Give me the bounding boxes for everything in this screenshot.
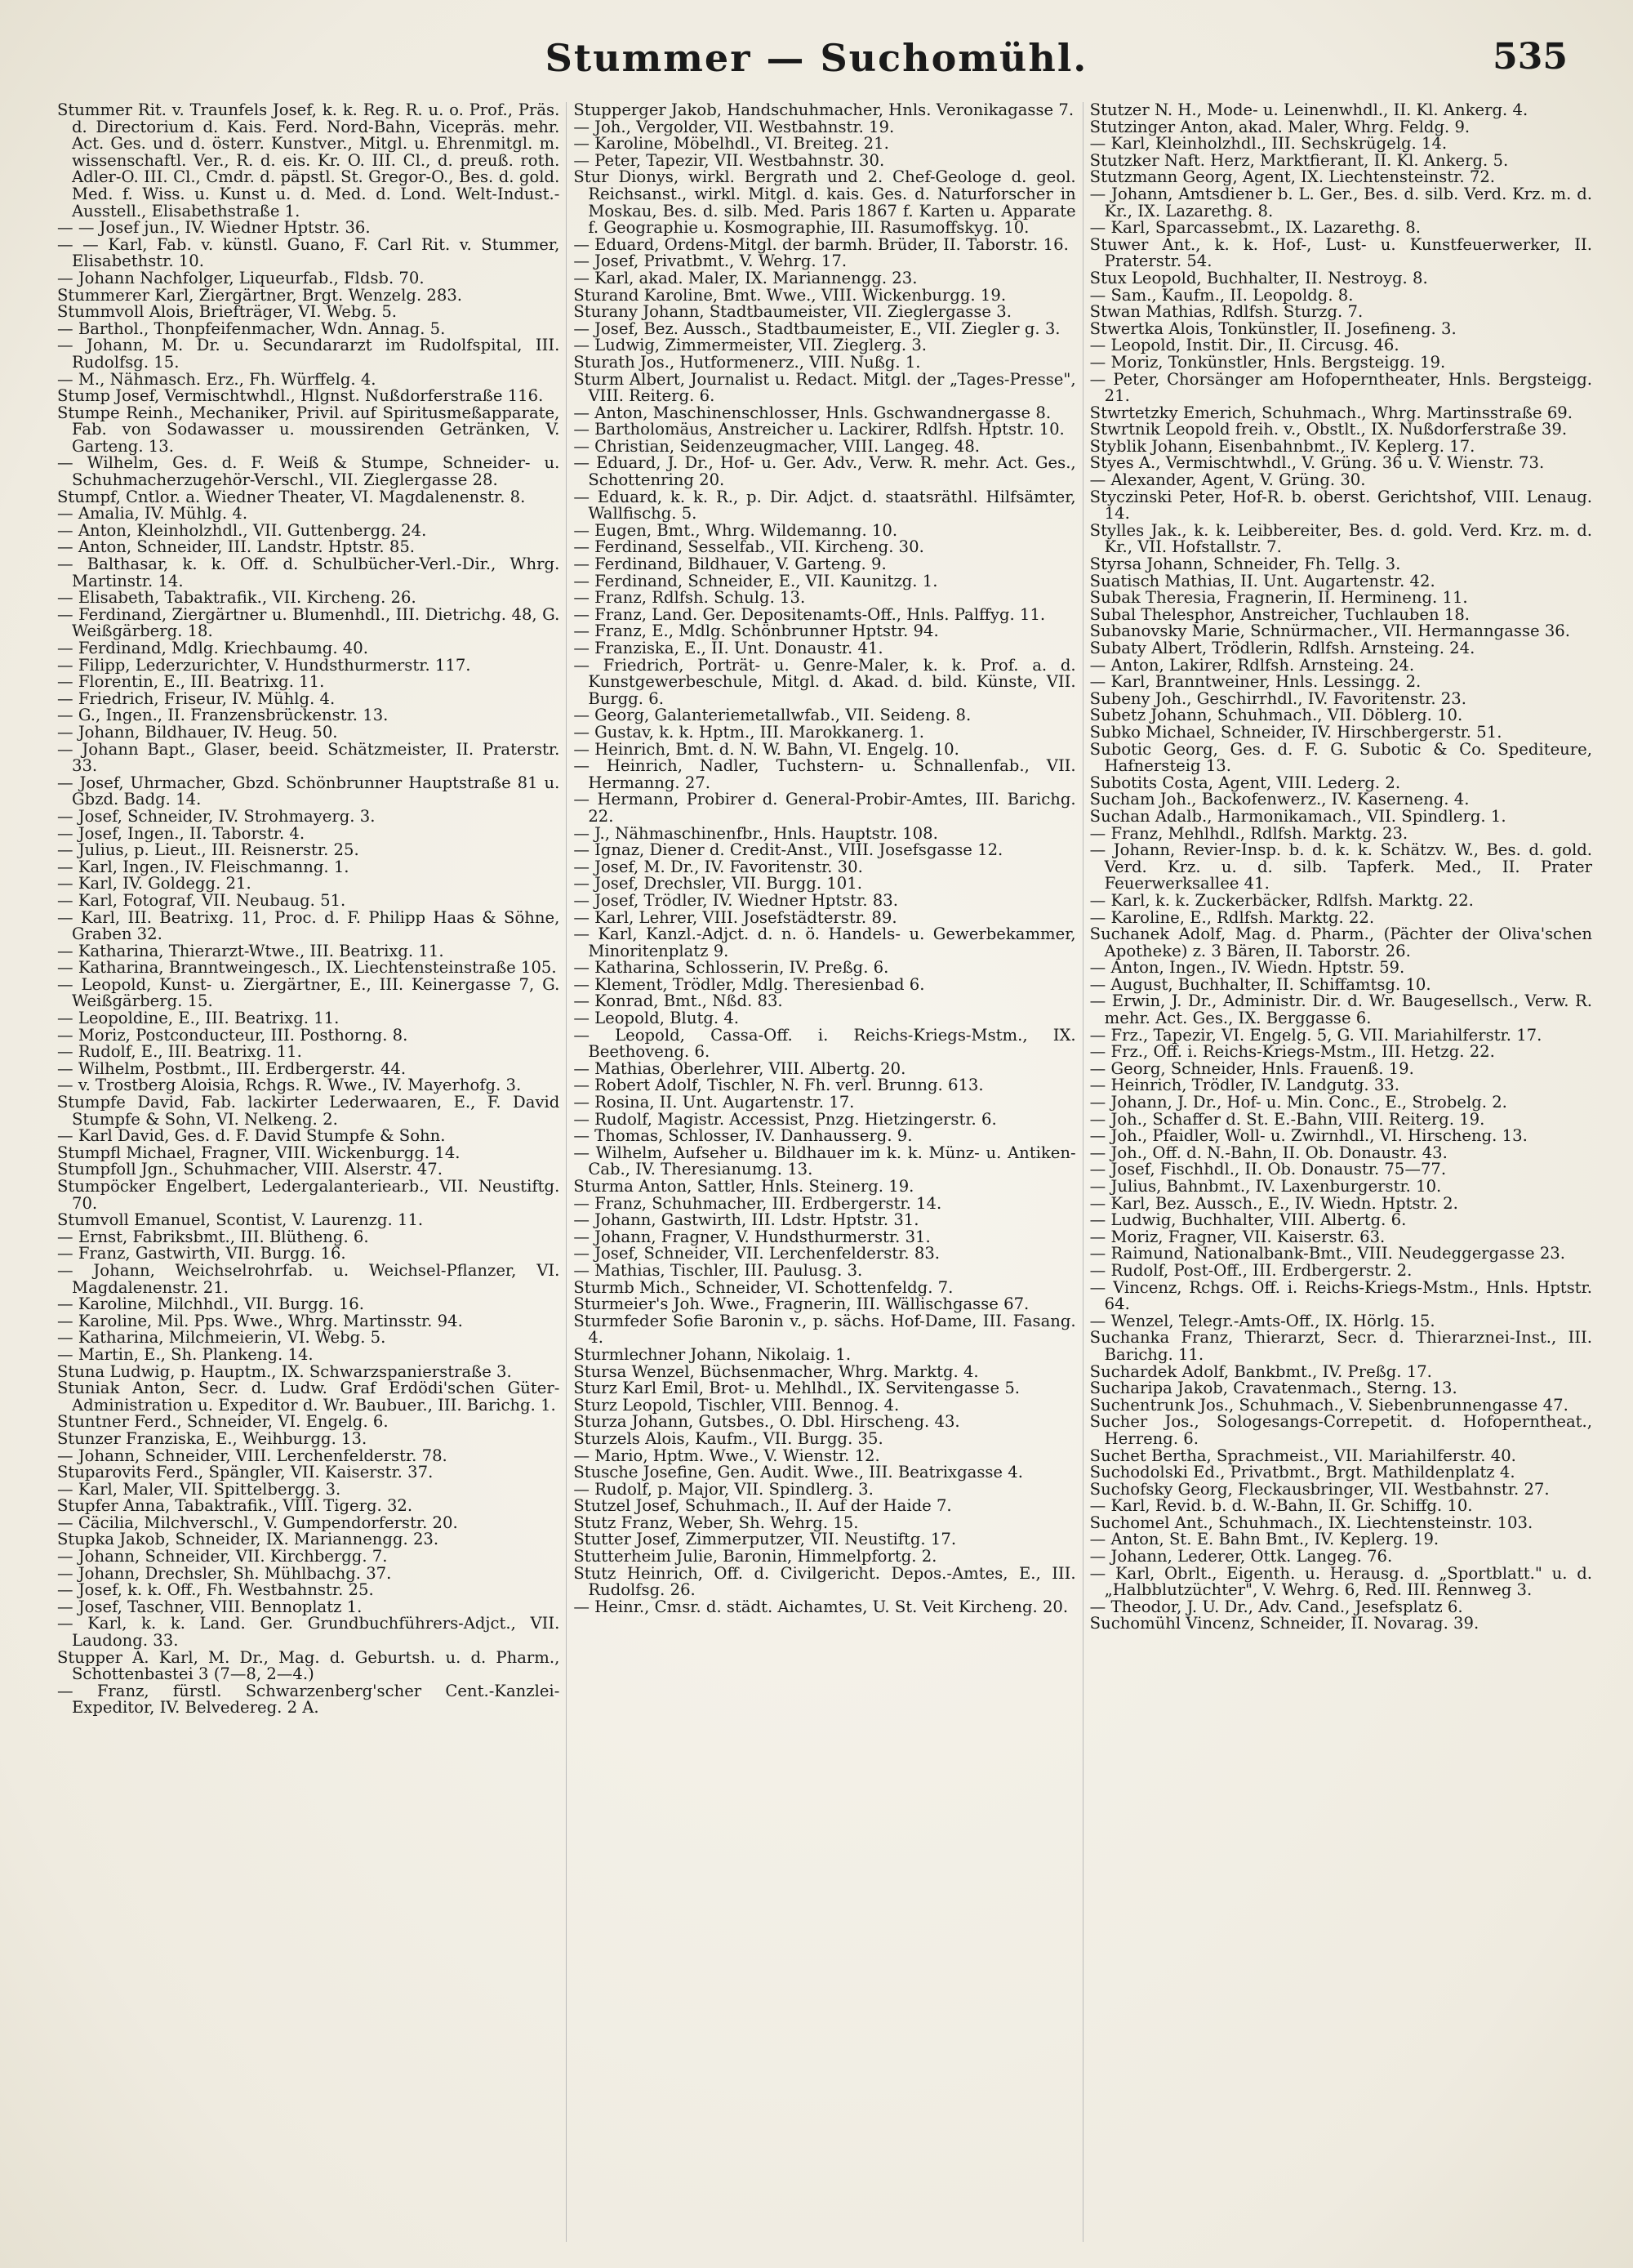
directory-entry: Stumpfoll Jgn., Schuhmacher, VIII. Alserstr. 47.	[57, 1160, 443, 1179]
directory-entry: Suchan Adalb., Harmonikamach., VII. Spindlerg. 1.	[1089, 806, 1506, 826]
directory-entry: — Ferdinand, Mdlg. Kriechbaumg. 40.	[57, 639, 368, 657]
directory-columns	[57, 102, 1592, 2242]
directory-entry: Stumpöcker Engelbert, Ledergalanteriearb., VII. Neustiftg. 70.	[57, 1177, 560, 1213]
directory-entry: Stummvoll Alois, Briefträger, VI. Webg. 5.	[57, 302, 398, 322]
directory-entry: — Elisabeth, Tabaktrafik., VII. Kircheng. 26.	[57, 588, 416, 608]
directory-entry: — Johann, M. Dr. u. Secundararzt im Rudolfspital, III. Rudolfsg. 15.	[57, 336, 560, 372]
directory-entry: Suchardek Adolf, Bankbmt., IV. Preßg. 17.	[1089, 1361, 1432, 1381]
directory-entry: — Wilhelm, Postbmt., III. Erdbergerstr. 44.	[57, 1058, 407, 1078]
directory-entry: — Franz, Schuhmacher, III. Erdbergerstr. 14.	[573, 1193, 942, 1213]
directory-entry: Stumvoll Emanuel, Scontist, V. Laurenzg. 11.	[57, 1210, 424, 1230]
directory-entry: — Heinrich, Trödler, IV. Landgutg. 33.	[1089, 1076, 1400, 1095]
directory-entry: Stwertka Alois, Tonkünstler, II. Josefineng. 3.	[1089, 319, 1457, 338]
directory-entry: — Karoline, E., Rdlfsh. Marktg. 22.	[1089, 907, 1375, 927]
directory-column-2	[566, 102, 1075, 2242]
directory-entry: Subotits Costa, Agent, VIII. Lederg. 2.	[1089, 773, 1401, 792]
directory-entry: Stumpfe David, Fab. lackirter Lederwaaren, E., F. David Stumpfe & Sohn, VI. Nelkeng. 2.	[57, 1093, 560, 1129]
directory-entry: — Karl, Kleinholzhdl., III. Sechskrügelg. 14.	[1089, 134, 1448, 154]
directory-entry: — Franz, fürstl. Schwarzenberg'scher Cent.-Kanzlei-Expeditor, IV. Belvedereg. 2 A.	[57, 1681, 560, 1718]
directory-entry: — Eduard, k. k. R., p. Dir. Adjct. d. staatsräthl. Hilfsämter, Wallfischg. 5.	[573, 487, 1076, 524]
directory-entry: — Rudolf, p. Major, VII. Spindlerg. 3.	[573, 1479, 874, 1499]
directory-entry: — Cäcilia, Milchverschl., V. Gumpendorferstr. 20.	[57, 1513, 458, 1532]
directory-entry: Sturmeier's Joh. Wwe., Fragnerin, III. Wällischgasse 67.	[573, 1294, 1030, 1314]
directory-entry: — Karl, akad. Maler, IX. Mariannengg. 23.	[573, 268, 918, 287]
directory-entry: — Peter, Tapezir, VII. Westbahnstr. 30.	[573, 150, 885, 170]
directory-entry: Styczinski Peter, Hof-R. b. oberst. Gerichtshof, VIII. Lenaug. 14.	[1089, 487, 1592, 524]
directory-entry: Stux Leopold, Buchhalter, II. Nestroyg. 8.	[1089, 268, 1428, 287]
directory-entry: Suchet Bertha, Sprachmeist., VII. Mariahilferstr. 40.	[1089, 1446, 1516, 1465]
directory-entry: Stupka Jakob, Schneider, IX. Mariannengg. 23.	[57, 1530, 439, 1549]
page-number: 535	[1493, 36, 1568, 78]
directory-entry: — Anton, Kleinholzhdl., VII. Guttenbergg. 24.	[57, 520, 427, 540]
directory-entry: Subanovsky Marie, Schnürmacher., VII. Hermanngasse 36.	[1089, 622, 1570, 641]
directory-entry: — Katharina, Schlosserin, IV. Preßg. 6.	[573, 958, 889, 978]
directory-entry: Suchanek Adolf, Mag. d. Pharm., (Pächter der Oliva'schen Apotheke) z. 3 Bären, II. Taborstr. 26.	[1089, 925, 1592, 960]
directory-entry: Stutzel Josef, Schuhmach., II. Auf der Haide 7.	[573, 1496, 952, 1516]
directory-entry: — Franz, Mehlhdl., Rdlfsh. Marktg. 23.	[1089, 823, 1408, 843]
directory-entry: — Johann, Schneider, VIII. Lerchenfelderstr. 78.	[57, 1446, 447, 1465]
directory-entry: — Ignaz, Diener d. Credit-Anst., VIII. Josefsgasse 12.	[573, 840, 1003, 860]
directory-entry: Sturzels Alois, Kaufm., VII. Burgg. 35.	[573, 1428, 883, 1448]
directory-entry: — M., Nähmasch. Erz., Fh. Würffelg. 4.	[57, 369, 376, 389]
directory-entry: — Ludwig, Buchhalter, VIII. Albertg. 6.	[1089, 1210, 1407, 1230]
directory-entry: Stuntner Ferd., Schneider, VI. Engelg. 6.	[57, 1412, 389, 1432]
directory-entry: — Johann Bapt., Glaser, beeid. Schätzmeister, II. Praterstr. 33.	[57, 739, 560, 776]
directory-entry: Stur Dionys, wirkl. Bergrath und 2. Chef-Geologe d. geol. Reichsanst., wirkl. Mitgl. d. kais. Ges. d. Naturforscher in Moskau, Bes. d. silb. Med. Paris 1867 f. Karten u. Apparate f. Geographie u. Kosmographie, III. Rasumoffskyg. 10.	[573, 167, 1076, 238]
directory-entry: — Ludwig, Zimmermeister, VII. Zieglerg. 3.	[573, 336, 928, 355]
directory-entry: Stwrtetzky Emerich, Schuhmach., Whrg. Martinsstraße 69.	[1089, 403, 1573, 422]
directory-entry: Sturza Johann, Gutsbes., O. Dbl. Hirscheng. 43.	[573, 1412, 960, 1432]
directory-entry: Suchanka Franz, Thierarzt, Secr. d. Thierarznei-Inst., III. Barichg. 11.	[1089, 1328, 1592, 1364]
directory-entry: — Georg, Schneider, Hnls. Frauenß. 19.	[1089, 1058, 1414, 1078]
directory-entry: — Katharina, Branntweingesch., IX. Liechtensteinstraße 105.	[57, 958, 557, 978]
directory-entry: — Filipp, Lederzurichter, V. Hundsthurmerstr. 117.	[57, 655, 471, 675]
directory-entry: — Vincenz, Rchgs. Off. i. Reichs-Kriegs-Mstm., Hnls. Hptstr. 64.	[1089, 1277, 1592, 1314]
directory-entry: — Franz, E., Mdlg. Schönbrunner Hptstr. 94.	[573, 622, 939, 641]
directory-entry: — Karoline, Möbelhdl., VI. Breiteg. 21.	[573, 134, 889, 154]
directory-entry: — Klement, Trödler, Mdlg. Theresienbad 6.	[573, 974, 925, 994]
directory-entry: Subeny Joh., Geschirrhdl., IV. Favoritenstr. 23.	[1089, 688, 1466, 708]
directory-entry: — Friedrich, Porträt- u. Genre-Maler, k. k. Prof. a. d. Kunstgewerbeschule, Mitgl. d. Akad. d. bild. Künste, VII. Burgg. 6.	[573, 655, 1076, 708]
directory-entry: — Theodor, J. U. Dr., Adv. Cand., Jesefsplatz 6.	[1089, 1597, 1463, 1616]
directory-entry: Stump Josef, Vermischtwhdl., Hlgnst. Nußdorferstraße 116.	[57, 386, 544, 406]
directory-entry: — Anton, Maschinenschlosser, Hnls. Gschwandnergasse 8.	[573, 403, 1052, 422]
directory-entry: — J., Nähmaschinenfbr., Hnls. Hauptstr. 108.	[573, 823, 938, 843]
directory-entry: Stusche Josefine, Gen. Audit. Wwe., III. Beatrixgasse 4.	[573, 1463, 1023, 1482]
directory-entry: Stutzer N. H., Mode- u. Leinenwhdl., II. Kl. Ankerg. 4.	[1089, 102, 1528, 119]
directory-entry: — Karl, Branntweiner, Hnls. Lessingg. 2.	[1089, 672, 1422, 692]
directory-entry: — Franz, Rdlfsh. Schulg. 13.	[573, 588, 806, 608]
directory-entry: Stursa Wenzel, Büchsenmacher, Whrg. Marktg. 4.	[573, 1361, 979, 1381]
directory-entry: — Gustav, k. k. Hptm., III. Marokkanerg. 1.	[573, 722, 924, 742]
directory-entry: — Robert Adolf, Tischler, N. Fh. verl. Brunng. 613.	[573, 1076, 984, 1095]
directory-entry: — Karl, Kanzl.-Adjct. d. n. ö. Handels- u. Gewerbekammer, Minoritenplatz 9.	[573, 925, 1076, 960]
directory-entry: — Heinrich, Bmt. d. N. W. Bahn, VI. Engelg. 10.	[573, 739, 959, 759]
directory-entry: Sturz Karl Emil, Brot- u. Mehlhdl., IX. Servitengasse 5.	[573, 1379, 1021, 1398]
directory-entry: — Wilhelm, Ges. d. F. Weiß & Stumpe, Schneider- u. Schuhmacherzugehör-Verschl., VII. Zieglergasse 28.	[57, 453, 560, 490]
directory-entry: — Katharina, Milchmeierin, VI. Webg. 5.	[57, 1328, 386, 1348]
directory-entry: — Leopold, Blutg. 4.	[573, 1009, 740, 1028]
directory-entry: — Eduard, J. Dr., Hof- u. Ger. Adv., Verw. R. mehr. Act. Ges., Schottenring 20.	[573, 453, 1076, 490]
directory-entry: — Joh., Schaffer d. St. E.-Bahn, VIII. Reiterg. 19.	[1089, 1109, 1485, 1129]
directory-entry: — Wilhelm, Aufseher u. Bildhauer im k. k. Münz- u. Antiken-Cab., IV. Theresianumg. 13.	[573, 1143, 1076, 1179]
directory-entry: Stupfer Anna, Tabaktrafik., VIII. Tigerg. 32.	[57, 1496, 413, 1516]
directory-entry: — Moriz, Tonkünstler, Hnls. Bergsteigg. 19.	[1089, 352, 1446, 372]
directory-entry: Stutterheim Julie, Baronin, Himmelpfortg. 2.	[573, 1547, 937, 1566]
directory-entry: — Anton, Lakirer, Rdlfsh. Arnsteing. 24.	[1089, 655, 1415, 675]
directory-entry: — Josef, Taschner, VIII. Bennoplatz 1.	[57, 1597, 363, 1616]
directory-entry: Stuniak Anton, Secr. d. Ludw. Graf Erdödi'schen Güter-Administration u. Expeditor d. Wr. Baubuer., III. Barichg. 1.	[57, 1379, 560, 1415]
directory-entry: — Johann, J. Dr., Hof- u. Min. Conc., E., Strobelg. 2.	[1089, 1093, 1507, 1112]
directory-entry: — Karl, Maler, VII. Spittelbergg. 3.	[57, 1479, 341, 1499]
directory-entry: — Joh., Off. d. N.-Bahn, II. Ob. Donaustr. 43.	[1089, 1143, 1448, 1162]
directory-entry: — Johann, Lederer, Ottk. Langeg. 76.	[1089, 1547, 1393, 1566]
directory-entry: Stutzmann Georg, Agent, IX. Liechtensteinstr. 72.	[1089, 167, 1496, 187]
directory-entry: — Sam., Kaufm., II. Leopoldg. 8.	[1089, 285, 1354, 305]
directory-entry: — Eugen, Bmt., Whrg. Wildemanng. 10.	[573, 520, 898, 540]
directory-entry: — Joh., Pfaidler, Woll- u. Zwirnhdl., VI. Hirscheng. 13.	[1089, 1126, 1528, 1146]
directory-entry: — Moriz, Postconducteur, III. Posthorng. 8.	[57, 1025, 408, 1045]
directory-entry: — Friedrich, Friseur, IV. Mühlg. 4.	[57, 688, 336, 708]
directory-entry: — Karoline, Mil. Pps. Wwe., Whrg. Martinsstr. 94.	[57, 1311, 463, 1330]
directory-entry: Suchofsky Georg, Fleckausbringer, VII. Westbahnstr. 27.	[1089, 1479, 1550, 1499]
directory-entry: Stutz Franz, Weber, Sh. Wehrg. 15.	[573, 1513, 859, 1532]
directory-entry: — Josef, Privatbmt., V. Wehrg. 17.	[573, 252, 848, 271]
directory-entry: — Ferdinand, Sesselfab., VII. Kircheng. 30.	[573, 537, 924, 557]
directory-entry: Sucham Joh., Backofenwerz., IV. Kaserneng. 4.	[1089, 790, 1470, 809]
running-title: Stummer — Suchomühl.	[545, 36, 1088, 80]
directory-entry: — Alexander, Agent, V. Grüng. 30.	[1089, 470, 1366, 490]
directory-entry: — Karl David, Ges. d. F. David Stumpfe & Sohn.	[57, 1126, 446, 1146]
directory-entry: — Karl, Revid. b. d. W.-Bahn, II. Gr. Schiffg. 10.	[1089, 1496, 1473, 1516]
directory-entry: — Katharina, Thierarzt-Wtwe., III. Beatrixg. 11.	[57, 941, 444, 960]
directory-entry: Subal Thelesphor, Anstreicher, Tuchlauben 18.	[1089, 604, 1471, 624]
directory-entry: Styes A., Vermischtwhdl., V. Grüng. 36 u. V. Wienstr. 73.	[1089, 453, 1545, 473]
directory-entry: — Frz., Tapezir, VI. Engelg. 5, G. VII. Mariahilferstr. 17.	[1089, 1025, 1542, 1045]
directory-entry: Stupper A. Karl, M. Dr., Mag. d. Geburtsh. u. d. Pharm., Schottenbastei 3 (7—8, 2—4.)	[57, 1647, 560, 1684]
directory-entry: — Josef, k. k. Off., Fh. Westbahnstr. 25.	[57, 1580, 374, 1600]
directory-entry: Stutzinger Anton, akad. Maler, Whrg. Feldg. 9.	[1089, 117, 1471, 136]
directory-entry: — G., Ingen., II. Franzensbrückenstr. 13.	[57, 706, 389, 725]
directory-entry: — Leopold, Instit. Dir., II. Circusg. 46.	[1089, 336, 1399, 355]
directory-entry: Stwan Mathias, Rdlfsh. Sturzg. 7.	[1089, 302, 1364, 322]
directory-entry: — Josef, Drechsler, VII. Burgg. 101.	[573, 874, 862, 893]
directory-entry: — Julius, p. Lieut., III. Reisnerstr. 25.	[57, 840, 359, 860]
directory-entry: — Rudolf, E., III. Beatrixg. 11.	[57, 1042, 302, 1062]
directory-entry: — Josef, M. Dr., IV. Favoritenstr. 30.	[573, 857, 863, 876]
directory-entry: — Ferdinand, Schneider, E., VII. Kaunitzg. 1.	[573, 571, 938, 590]
directory-entry: — Anton, St. E. Bahn Bmt., IV. Keplerg. 19.	[1089, 1530, 1439, 1549]
directory-entry: — Heinrich, Nadler, Tuchstern- u. Schnallenfab., VII. Hermanng. 27.	[573, 756, 1076, 792]
directory-entry: Stuna Ludwig, p. Hauptm., IX. Schwarzspanierstraße 3.	[57, 1361, 512, 1381]
directory-entry: Stumpfl Michael, Fragner, VIII. Wickenburgg. 14.	[57, 1143, 461, 1162]
directory-entry: — Leopold, Cassa-Off. i. Reichs-Kriegs-Mstm., IX. Beethoveng. 6.	[573, 1025, 1076, 1062]
directory-entry: — Karl, Bez. Aussch., E., IV. Wiedn. Hptstr. 2.	[1089, 1193, 1458, 1213]
directory-entry: Styblik Johann, Eisenbahnbmt., IV. Keplerg. 17.	[1089, 436, 1475, 456]
directory-entry: — Barthol., Thonpfeifenmacher, Wdn. Annag. 5.	[57, 319, 446, 338]
directory-entry: — Christian, Seidenzeugmacher, VIII. Langeg. 48.	[573, 436, 981, 456]
directory-entry: Sturz Leopold, Tischler, VIII. Bennog. 4.	[573, 1395, 900, 1415]
directory-entry: Subak Theresia, Fragnerin, II. Hermineng. 11.	[1089, 588, 1468, 608]
directory-entry: — Karl, IV. Goldegg. 21.	[57, 874, 251, 893]
directory-entry: — Balthasar, k. k. Off. d. Schulbücher-Verl.-Dir., Whrg. Martinstr. 14.	[57, 555, 560, 590]
directory-entry: Sturany Johann, Stadtbaumeister, VII. Zieglergasse 3.	[573, 302, 1012, 322]
directory-entry: — Karl, Lehrer, VIII. Josefstädterstr. 89.	[573, 907, 897, 927]
directory-entry: — — Josef jun., IV. Wiedner Hptstr. 36.	[57, 218, 371, 238]
directory-entry: — Bartholomäus, Anstreicher u. Lackirer, Rdlfsh. Hptstr. 10.	[573, 420, 1065, 439]
directory-entry: Stwrtnik Leopold freih. v., Obstlt., IX. Nußdorferstraße 39.	[1089, 420, 1568, 439]
directory-entry: — Johann Nachfolger, Liqueurfab., Fldsb. 70.	[57, 268, 425, 287]
directory-column-3	[1083, 102, 1592, 2242]
directory-entry: — Johann, Drechsler, Sh. Mühlbachg. 37.	[57, 1563, 392, 1583]
directory-entry: — Karl, Ingen., IV. Fleischmanng. 1.	[57, 857, 349, 876]
directory-entry: — Karoline, Milchhdl., VII. Burgg. 16.	[57, 1294, 364, 1314]
directory-entry: — Ferdinand, Ziergärtner u. Blumenhdl., III. Dietrichg. 48, G. Weißgärberg. 18.	[57, 604, 560, 641]
directory-entry: — August, Buchhalter, II. Schiffamtsg. 10.	[1089, 974, 1431, 994]
directory-entry: — Rudolf, Post-Off., III. Erdbergerstr. 2.	[1089, 1260, 1413, 1280]
directory-entry: — Florentin, E., III. Beatrixg. 11.	[57, 672, 325, 692]
directory-entry: — Leopoldine, E., III. Beatrixg. 11.	[57, 1009, 340, 1028]
directory-entry: — Franz, Gastwirth, VII. Burgg. 16.	[57, 1244, 346, 1263]
directory-entry: Sturmfeder Sofie Baronin v., p. sächs. Hof-Dame, III. Fasang. 4.	[573, 1311, 1076, 1348]
directory-entry: — Karl, Sparcassebmt., IX. Lazarethg. 8.	[1089, 218, 1421, 238]
directory-entry: Sturmb Mich., Schneider, VI. Schottenfeldg. 7.	[573, 1277, 954, 1297]
directory-entry: — Konrad, Bmt., Nßd. 83.	[573, 991, 783, 1011]
directory-entry: — Leopold, Kunst- u. Ziergärtner, E., III. Keinergasse 7, G. Weißgärberg. 15.	[57, 974, 560, 1011]
directory-entry: Sturath Jos., Hutformenerz., VIII. Nußg. 1.	[573, 352, 921, 372]
directory-entry: — Karl, Fotograf, VII. Neubaug. 51.	[57, 890, 346, 910]
directory-entry: — Martin, E., Sh. Plankeng. 14.	[57, 1344, 314, 1364]
directory-entry: — Eduard, Ordens-Mitgl. der barmh. Brüder, II. Taborstr. 16.	[573, 234, 1069, 254]
directory-entry: Stylles Jak., k. k. Leibbereiter, Bes. d. gold. Verd. Krz. m. d. Kr., VII. Hofstallstr. 7.	[1089, 520, 1592, 557]
directory-entry: — Thomas, Schlosser, IV. Danhausserg. 9.	[573, 1126, 913, 1146]
directory-entry: Stummerer Karl, Ziergärtner, Brgt. Wenzelg. 283.	[57, 285, 463, 305]
directory-entry: — Josef, Trödler, IV. Wiedner Hptstr. 83.	[573, 890, 898, 910]
directory-entry: Stumpe Reinh., Mechaniker, Privil. auf Spiritusmeßapparate, Fab. von Sodawasser u. moussirenden Getränken, V. Garteng. 13.	[57, 403, 560, 456]
directory-entry: Suchomühl Vincenz, Schneider, II. Novarag. 39.	[1089, 1614, 1479, 1633]
directory-entry: — Erwin, J. Dr., Administr. Dir. d. Wr. Baugesellsch., Verw. R. mehr. Act. Ges., IX. Berggasse 6.	[1089, 991, 1592, 1028]
directory-entry: — Johann, Bildhauer, IV. Heug. 50.	[57, 722, 338, 742]
directory-entry: Suchodolski Ed., Privatbmt., Brgt. Mathildenplatz 4.	[1089, 1463, 1515, 1482]
directory-entry: — Hermann, Probirer d. General-Probir-Amtes, III. Barichg. 22.	[573, 790, 1076, 826]
directory-entry: Sturmlechner Johann, Nikolaig. 1.	[573, 1344, 852, 1364]
directory-entry: — Karl, III. Beatrixg. 11, Proc. d. F. Philipp Haas & Söhne, Graben 32.	[57, 907, 560, 944]
directory-entry: — Josef, Schneider, IV. Strohmayerg. 3.	[57, 806, 376, 826]
directory-entry: — Franziska, E., II. Unt. Donaustr. 41.	[573, 639, 883, 657]
directory-entry: — Ernst, Fabriksbmt., III. Blütheng. 6.	[57, 1227, 369, 1246]
directory-entry: Stutzker Naft. Herz, Marktfierant, II. Kl. Ankerg. 5.	[1089, 150, 1509, 170]
directory-entry: Stupperger Jakob, Handschuhmacher, Hnls. Veronikagasse 7.	[573, 102, 1075, 119]
directory-entry: — Mathias, Oberlehrer, VIII. Albertg. 20.	[573, 1058, 906, 1078]
directory-entry: — Johann, Schneider, VII. Kirchbergg. 7.	[57, 1547, 388, 1566]
directory-entry: — Karl, k. k. Land. Ger. Grundbuchführers-Adjct., VII. Laudong. 33.	[57, 1614, 560, 1651]
directory-entry: — Mario, Hptm. Wwe., V. Wienstr. 12.	[573, 1446, 880, 1465]
directory-entry: Stummer Rit. v. Traunfels Josef, k. k. Reg. R. u. o. Prof., Präs. d. Directorium d. Kais. Ferd. Nord-Bahn, Vicepräs. mehr. Act. Ges. und d. österr. Kunstver., Mitgl. u. Ehrenmitgl. m. wissenschaftl. Ver., R. d. eis. Kr. O. III. Cl., d. preuß. roth. Adler-O. III. Cl., Cmdr. d. päpstl. St. Gregor-O., Bes. d. gold. Med. f. Wiss. u. Kunst u. d. Med. d. Lond. Welt-Indust.-Ausstell., Elisabethstraße 1.	[57, 102, 560, 221]
directory-entry: — Franz, Land. Ger. Depositenamts-Off., Hnls. Palffyg. 11.	[573, 604, 1046, 624]
directory-entry: Sturand Karoline, Bmt. Wwe., VIII. Wickenburgg. 19.	[573, 285, 1007, 305]
directory-entry: — Karl, Obrlt., Eigenth. u. Herausg. d. „Sportblatt." u. d. „Halbblutzüchter", V. Wehrg. 6, Red. III. Rennweg 3.	[1089, 1563, 1592, 1600]
directory-entry: — Anton, Ingen., IV. Wiedn. Hptstr. 59.	[1089, 958, 1405, 978]
directory-entry: — Wenzel, Telegr.-Amts-Off., IX. Hörlg. 15.	[1089, 1311, 1435, 1330]
directory-entry: Sturma Anton, Sattler, Hnls. Steinerg. 19.	[573, 1177, 914, 1196]
directory-entry: Suchomel Ant., Schuhmach., IX. Liechtensteinstr. 103.	[1089, 1513, 1533, 1532]
directory-entry: — Rudolf, Magistr. Accessist, Pnzg. Hietzingerstr. 6.	[573, 1109, 997, 1129]
directory-entry: — Josef, Uhrmacher, Gbzd. Schönbrunner Hauptstraße 81 u. Gbzd. Badg. 14.	[57, 773, 560, 809]
directory-entry: Subetz Johann, Schuhmach., VII. Döblerg. 10.	[1089, 706, 1463, 725]
directory-entry: — Heinr., Cmsr. d. städt. Aichamtes, U. St. Veit Kircheng. 20.	[573, 1597, 1069, 1616]
directory-entry: Stuparovits Ferd., Spängler, VII. Kaiserstr. 37.	[57, 1463, 434, 1482]
directory-entry: — Raimund, Nationalbank-Bmt., VIII. Neudeggergasse 23.	[1089, 1244, 1565, 1263]
directory-entry: — Frz., Off. i. Reichs-Kriegs-Mstm., III. Hetzg. 22.	[1089, 1042, 1495, 1062]
directory-entry: — — Karl, Fab. v. künstl. Guano, F. Carl Rit. v. Stummer, Elisabethstr. 10.	[57, 234, 560, 271]
directory-entry: — Julius, Bahnbmt., IV. Laxenburgerstr. 10.	[1089, 1177, 1442, 1196]
directory-entry: — Rosina, II. Unt. Augartenstr. 17.	[573, 1093, 855, 1112]
directory-entry: — v. Trostberg Aloisia, Rchgs. R. Wwe., IV. Mayerhofg. 3.	[57, 1076, 522, 1095]
directory-entry: Suatisch Mathias, II. Unt. Augartenstr. 42.	[1089, 571, 1435, 590]
directory-entry: Sucher Jos., Sologesangs-Correpetit. d. Hofoperntheat., Herreng. 6.	[1089, 1412, 1592, 1448]
directory-entry: Suchentrunk Jos., Schuhmach., V. Siebenbrunnengasse 47.	[1089, 1395, 1568, 1415]
directory-column-1	[57, 102, 559, 2242]
directory-entry: — Johann, Fragner, V. Hundsthurmerstr. 31.	[573, 1227, 931, 1246]
directory-entry: — Josef, Ingen., II. Taborstr. 4.	[57, 823, 305, 843]
directory-entry: — Mathias, Tischler, III. Paulusg. 3.	[573, 1260, 863, 1280]
page-header	[0, 33, 1633, 90]
directory-entry: — Johann, Weichselrohrfab. u. Weichsel-Pflanzer, VI. Magdalenenstr. 21.	[57, 1260, 560, 1297]
directory-entry: Sucharipa Jakob, Cravatenmach., Sterng. 13.	[1089, 1379, 1457, 1398]
directory-entry: Sturm Albert, Journalist u. Redact. Mitgl. der „Tages-Presse", VIII. Reiterg. 6.	[573, 369, 1076, 406]
directory-entry: Subotic Georg, Ges. d. F. G. Subotic & Co. Spediteure, Hafnersteig 13.	[1089, 739, 1592, 776]
directory-entry: Subaty Albert, Trödlerin, Rdlfsh. Arnsteing. 24.	[1089, 639, 1475, 657]
directory-entry: Stunzer Franziska, E., Weihburgg. 13.	[57, 1428, 367, 1448]
directory-entry: — Georg, Galanteriemetallwfab., VII. Seideng. 8.	[573, 706, 972, 725]
directory-entry: — Josef, Bez. Aussch., Stadtbaumeister, E., VII. Ziegler g. 3.	[573, 319, 1061, 338]
directory-entry: Stutz Heinrich, Off. d. Civilgericht. Depos.-Amtes, E., III. Rudolfsg. 26.	[573, 1563, 1076, 1600]
directory-entry: — Ferdinand, Bildhauer, V. Garteng. 9.	[573, 555, 887, 574]
directory-entry: — Johann, Gastwirth, III. Ldstr. Hptstr. 31.	[573, 1210, 919, 1230]
directory-entry: — Amalia, IV. Mühlg. 4.	[57, 504, 248, 524]
directory-entry: — Johann, Revier-Insp. b. d. k. k. Schätzv. W., Bes. d. gold. Verd. Krz. u. d. silb. Tapferk. Med., II. Prater Feuerwerksallee 41.	[1089, 840, 1592, 893]
directory-entry: Stuwer Ant., k. k. Hof-, Lust- u. Kunstfeuerwerker, II. Praterstr. 54.	[1089, 234, 1592, 271]
directory-entry: — Josef, Fischhdl., II. Ob. Donaustr. 75—77.	[1089, 1160, 1447, 1179]
directory-entry: Stutter Josef, Zimmerputzer, VII. Neustiftg. 17.	[573, 1530, 957, 1549]
directory-entry: — Moriz, Fragner, VII. Kaiserstr. 63.	[1089, 1227, 1386, 1246]
directory-entry: — Johann, Amtsdiener b. L. Ger., Bes. d. silb. Verd. Krz. m. d. Kr., IX. Lazarethg. 8.	[1089, 184, 1592, 221]
directory-entry: — Joh., Vergolder, VII. Westbahnstr. 19.	[573, 117, 895, 136]
directory-entry: Subko Michael, Schneider, IV. Hirschbergerstr. 51.	[1089, 722, 1502, 742]
directory-entry: Styrsa Johann, Schneider, Fh. Tellg. 3.	[1089, 555, 1401, 574]
directory-entry: — Peter, Chorsänger am Hofoperntheater, Hnls. Bergsteigg. 21.	[1089, 369, 1592, 406]
directory-entry: — Karl, k. k. Zuckerbäcker, Rdlfsh. Marktg. 22.	[1089, 890, 1474, 910]
directory-entry: — Anton, Schneider, III. Landstr. Hptstr. 85.	[57, 537, 416, 557]
directory-entry: — Josef, Schneider, VII. Lerchenfelderstr. 83.	[573, 1244, 941, 1263]
directory-entry: Stumpf, Cntlor. a. Wiedner Theater, VI. Magdalenenstr. 8.	[57, 487, 526, 506]
